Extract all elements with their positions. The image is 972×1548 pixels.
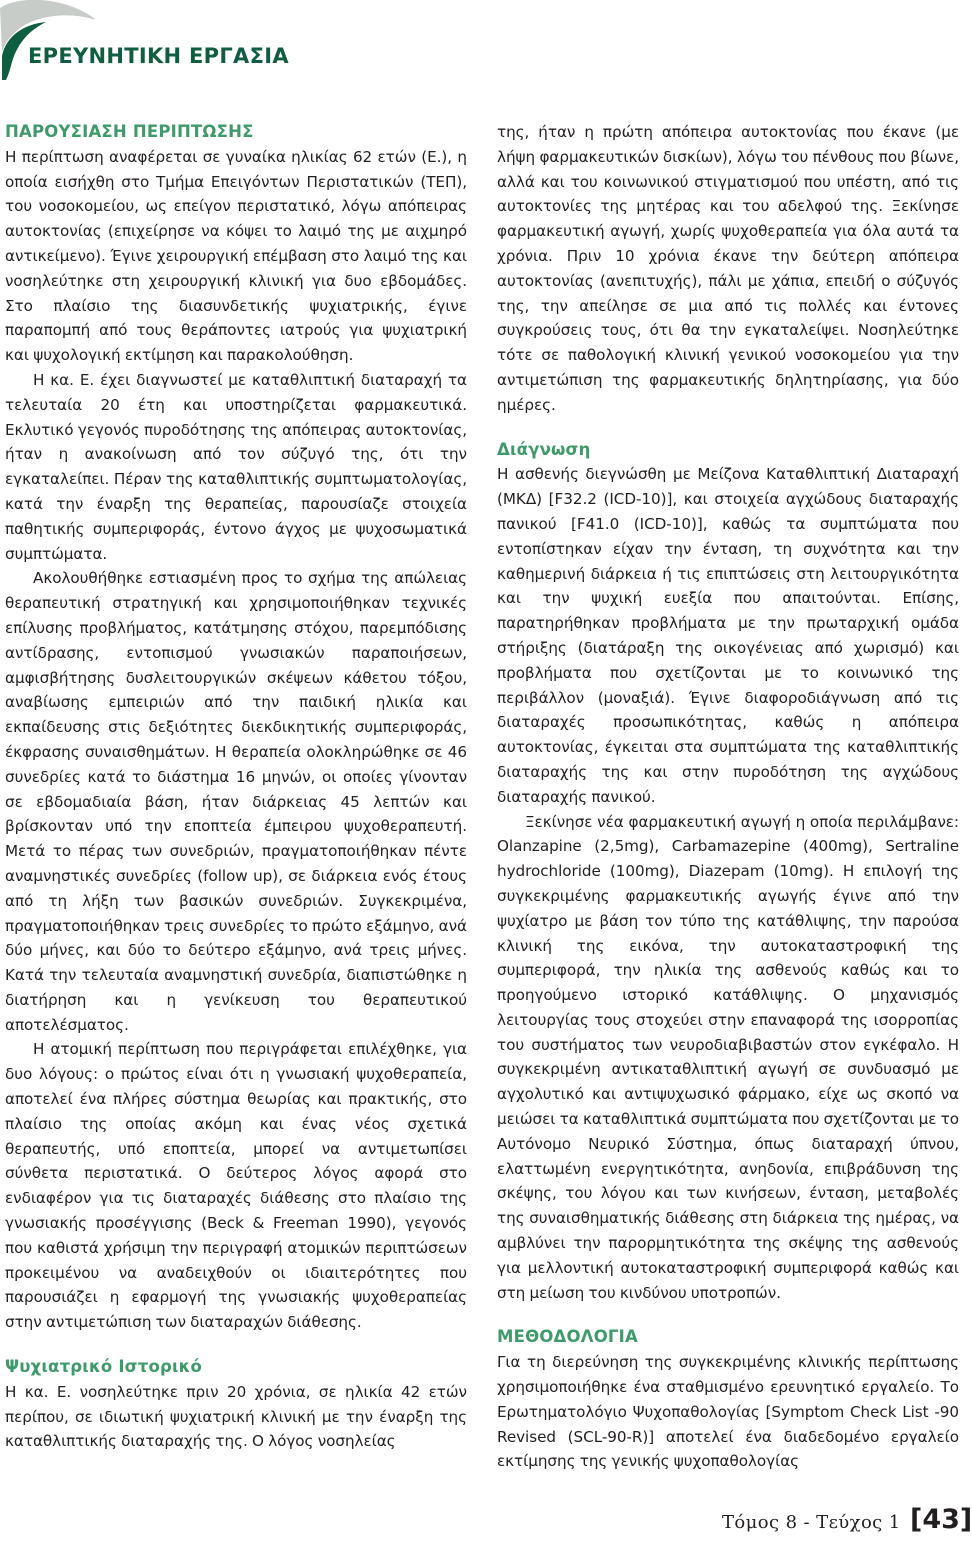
diagnosis-paragraph-1: Η ασθενής διεγνώσθη με Μείζονα Καταθλιπτική Διαταραχή (ΜΚΔ) [F32.2 (ICD-10)], και στοιχεία αγχώδους διαταραχής πανικού [F41.0 (ICD-10)], καθώς τα συμπτώματα που εντοπίστηκαν είχαν την ένταση, τη συχνότητα και την καθημερινή διάρκεια ή τις επιπτώσεις στη λειτουργικότητα και την ψυχική ευεξία που απαιτούνται. Επίσης, παρατηρήθηκαν προβλήματα με την πρωταρχική ομάδα στήριξης (διατάραξη της οικογένειας από χωρισμό) και προβλήματα που σχετίζονται με το κοινωνικό της περιβάλλον (μοναξιά). Έγινε διαφοροδιάγνωση από τις διαταραχές προσωπικότητας, καθώς η απόπειρα αυτοκτονίας, έγκειται στα συμπτώματα της καταθλιπτικής διαταραχής της και στην πυροδότηση της αγχώδους διαταραχής πανικού. (497, 465, 959, 806)
presentation-paragraph-1: Η περίπτωση αναφέρεται σε γυναίκα ηλικίας 62 ετών (Ε.), η οποία εισήχθη στο Τμήμα Επειγόντων Περιστατικών (ΤΕΠ), του νοσοκομείου, ως επείγον περιστατικό, λόγω απόπειρας αυτοκτονίας (επιχείρησε να κόψει το λαιμό της με αιχμηρό αντικείμενο). Έγινε χειρουργική επέμβαση στο λαιμό της και νοσηλεύτηκε στη χειρουργική κλινική για δυο εβδομάδες. Στο πλαίσιο της διασυνδετικής ψυχιατρικής, έγινε παραπομπή από τους θεράποντες ιατρούς για ψυχιατρική και ψυχολογική εκτίμηση και παρακολούθηση. (5, 147, 467, 365)
left-column (5, 120, 467, 1454)
history-heading: Ψυχιατρικό Ιστορικό (5, 1357, 203, 1377)
page-number: [43] (910, 1504, 972, 1535)
journal-leaf-logo (0, 0, 110, 80)
methodology-paragraph-1: Για τη διερεύνηση της συγκεκριμένης κλινικής περίπτωσης χρησιμοποιήθηκε ένα σταθμισμένο ερευνητικό εργαλείο. Το Ερωτηματολόγιο Ψυχοπαθολογίας [Symptom Check List -90 Revised (SCL-90-R)] αποτελεί ένα διαδεδομένο εργαλείο εκτίμησης της γενικής ψυχοπαθολογίας (497, 1353, 959, 1471)
presentation-paragraph-2: Η κα. Ε. έχει διαγνωστεί με καταθλιπτική διαταραχή τα τελευταία 20 έτη και υποστηρίζεται φαρμακευτικά. Εκλυτικό γεγονός πυροδότησης της απόπειρας αυτοκτονίας, ήταν η ανακοίνωση από τον σύζυγό της, ότι την εγκαταλείπει. Πέραν της καταθλιπτικής συμπτωματολογίας, κατά την έναρξη της θεραπείας, παρουσίαζε στοιχεία παθητικής συμπεριφοράς, έντονο άγχος με ψυχοσωματικά συμπτώματα. (5, 370, 467, 563)
section-label: ΕΡΕΥΝΗΤΙΚΗ ΕΡΓΑΣΙΑ (28, 44, 289, 68)
history-paragraph-1: Η κα. Ε. νοσηλεύτηκε πριν 20 χρόνια, σε ηλικία 42 ετών περίπου, σε ιδιωτική ψυχιατρική κλινική με την έναρξη της καταθλιπτικής διαταραχής της. Ο λόγος νοσηλείας (5, 1382, 467, 1451)
diagnosis-heading: Διάγνωση (497, 439, 591, 459)
diagnosis-paragraph-2: Ξεκίνησε νέα φαρμακευτική αγωγή η οποία περιλάμβανε: Olanzapine (2,5mg), Carbamazepine (400mg), Sertraline hydrochloride (100mg), Diazepam (10mg). Η επιλογή της συγκεκριμένης φαρμακευτικής αγωγής έγινε από την ψυχίατρο με βάση τον τύπο της κατάθλιψης, την παρούσα κλινική της εικόνα, την αυτοκαταστροφική της συμπεριφορά, την ηλικία της ασθενούς καθώς και το προηγούμενο ιστορικό κατάθλιψης. Ο μηχανισμός λειτουργίας τους στοχεύει στην επαναφορά της ισορροπίας του συστήματος των νευροδιαβιβαστών στον εγκέφαλο. Η συγκεκριμένη αντικαταθλιπτική αγωγή σε συνδυασμό με αγχολυτικό και αντιψυχωσικό φάρμακο, είχε ως σκοπό να μειώσει τα καταθλιπτικά συμπτώματα που σχετίζονται με το Αυτόνομο Νευρικό Σύστημα, όπως διαταραχή ύπνου, ελαττωμένη ενεργητικότητα, ανηδονία, επιβράδυνση της σκέψης, του λόγου και των κινήσεων, ένταση, μεταβολές της συναισθηματικής διάθεσης στη διάρκεια της ημέρας, να αμβλύνει την παρορμητικότητα της σκέψης της ασθενούς για μελλοντική αυτοκαταστροφική συμπεριφορά καθώς και στη μείωση του κινδύνου υποτροπών. (497, 812, 959, 1302)
right-column (497, 120, 959, 1474)
presentation-paragraph-4: Η ατομική περίπτωση που περιγράφεται επιλέχθηκε, για δυο λόγους: ο πρώτος είναι ότι η γνωσιακή ψυχοθεραπεία, αποτελεί ένα πλήρες σύστημα θεωρίας και πρακτικής, στο πλαίσιο της οποίας ακόμη και ένας νέος σχετικά θεραπευτής, υπό εποπτεία, μπορεί να αντιμετωπίσει σύνθετα περιστατικά. Ο δεύτερος λόγος αφορά στο ενδιαφέρον για τις διαταραχές διάθεσης στο πλαίσιο της γνωσιακής προσέγγισης (Beck & Freeman 1990), γεγονός που καθιστά χρήσιμη την περιγραφή ατομικών περιπτώσεων προκειμένου να αναδειχθούν οι ιδιαιτερότητες που παρουσιάζει η εφαρμογή της γνωσιακής ψυχοθεραπείας στην αντιμετώπιση των διαταραχών διάθεσης. (5, 1040, 467, 1332)
presentation-paragraph-3: Ακολουθήθηκε εστιασμένη προς το σχήμα της απώλειας θεραπευτική στρατηγική και χρησιμοποιήθηκαν τεχνικές επίλυσης προβλήματος, κατάτμησης στόχου, παρεμπόδισης αντίδρασης, εντοπισμού γνωσιακών παραποιήσεων, αμφισβήτησης δυσλειτουργικών σκέψεων κάθετου τόξου, αναβίωσης εμπειριών από την παιδική ηλικία και εκπαίδευσης στις δεξιότητες διεκδικητικής συμπεριφοράς, έκφρασης συναισθημάτων. Η θεραπεία ολοκληρώθηκε σε 46 συνεδρίες κατά το διάστημα 16 μηνών, οι οποίες γίνονταν σε εβδομαδιαία βάση, ήταν διάρκειας 45 λεπτών και βρίσκονταν υπό την εποπτεία έμπειρου ψυχοθεραπευτή. Μετά το πέρας των συνεδριών, πραγματοποιήθηκαν πέντε αναμνηστικές συνεδρίες (follow up), σε διάρκεια ενός έτους από τη λήξη των βασικών συνεδριών. Συγκεκριμένα, πραγματοποιήθηκαν τρεις συνεδρίες το πρώτο εξάμηνο, ανά δύο μήνες, και δύο το δεύτερο εξάμηνο, ανά τρεις μήνες. Κατά την τελευταία αναμνηστική συνεδρία, διαπιστώθηκε η διατήρηση και η γενίκευση του θεραπευτικού αποτελέσματος. (5, 569, 467, 1034)
issue-label: Τόμος 8 - Τεύχος 1 (722, 1512, 901, 1533)
presentation-heading: ΠΑΡΟΥΣΙΑΣΗ ΠΕΡΙΠΤΩΣΗΣ (5, 122, 254, 141)
methodology-heading: ΜΕΘΟΔΟΛΟΓΙΑ (497, 1327, 638, 1347)
history-paragraph-continued: της, ήταν η πρώτη απόπειρα αυτοκτονίας που έκανε (με λήψη φαρμακευτικών δισκίων), λόγω του πένθους που βίωνε, αλλά και του κοινωνικού στιγματισμού που υπέστη, από τις αυτοκτονίες της μητέρας και του αδελφού της. Ξεκίνησε φαρμακευτική αγωγή, χωρίς ψυχοθεραπεία για όλα αυτά τα χρόνια. Πριν 10 χρόνια έκανε την δεύτερη απόπειρα αυτοκτονίας (ανεπιτυχής), πάλι με χάπια, επειδή ο σύζυγός της, την απείλησε σε μια από τις πολλές και έντονες συγκρούσεις τους, ότι θα την εγκαταλείψει. Νοσηλεύτηκε τότε σε παθολογική κλινική γενικού νοσοκομείου για την αντιμετώπιση της φαρμακευτικής δηλητηρίασης, για δύο ημέρες. (497, 123, 959, 414)
